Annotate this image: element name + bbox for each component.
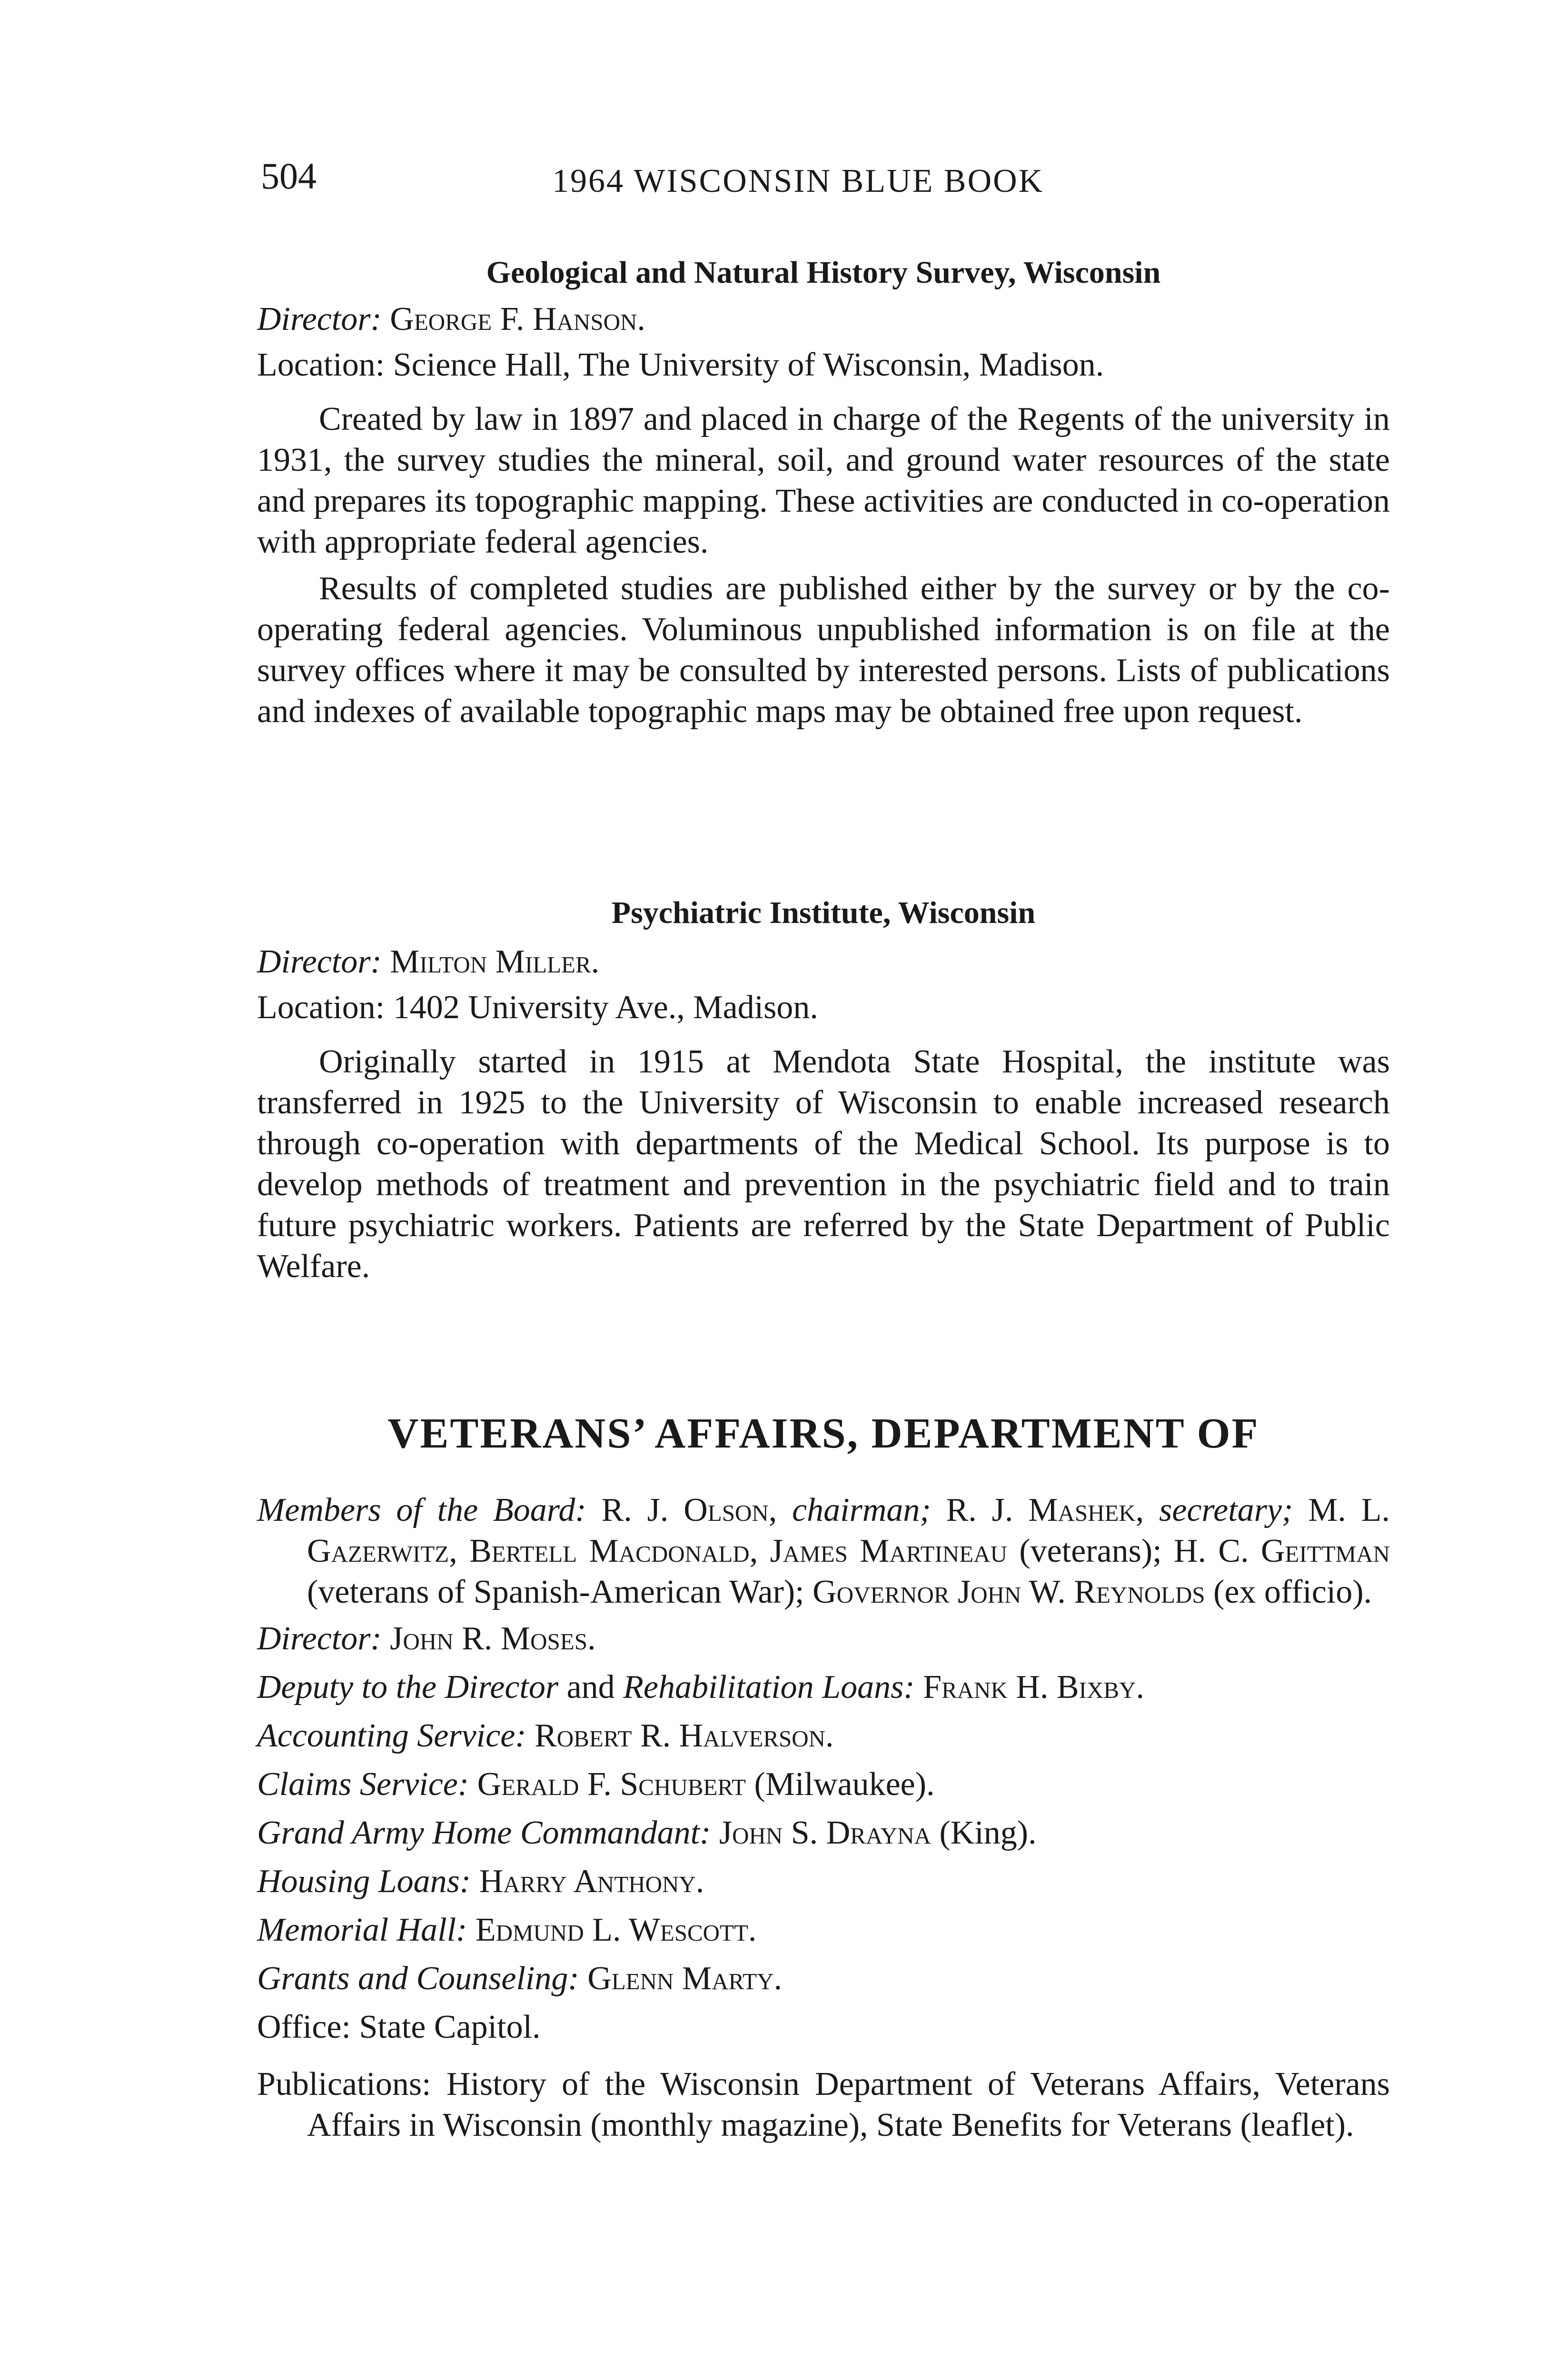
memorial-hall-line xyxy=(257,1910,1390,1951)
board-geittman-name: Geittman xyxy=(1261,1533,1390,1569)
accounting-name: Robert R. Halverson. xyxy=(535,1717,834,1754)
page-number: 504 xyxy=(261,155,317,197)
geological-survey-section xyxy=(257,299,1390,738)
board-governor-name: Governor John W. Reynolds xyxy=(813,1574,1205,1610)
psychiatric-paragraph: Originally started in 1915 at Mendota State Hospital, the institute was transferred in 1925 to the University of Wisconsin to enable increased research through co-operation with departments of the Medical School. Its purpose is to develop methods of treatment and prevention in the psychiatric field and to train future psychiatric workers. Patients are referred by the State Department of Public Welfare. xyxy=(257,1043,1390,1285)
psychiatric-institute-heading: Psychiatric Institute, Wisconsin xyxy=(611,895,1036,930)
director-name: George F. Hanson. xyxy=(390,301,645,337)
deputy-name: Frank H. Bixby. xyxy=(923,1669,1144,1706)
claims-name: Gerald F. Schubert xyxy=(477,1766,746,1803)
publications-line xyxy=(257,2064,1390,2146)
location-label: Location: xyxy=(257,989,385,1026)
housing-name: Harry Anthony. xyxy=(479,1863,704,1900)
grants-name: Glenn Marty. xyxy=(587,1960,783,1997)
memorial-label: Memorial Hall: xyxy=(257,1912,467,1948)
psychiatric-institute-section xyxy=(257,942,1390,1293)
board-ex-officio-note: (ex officio). xyxy=(1213,1574,1372,1610)
board-chairman-role: chairman; xyxy=(792,1492,931,1528)
psychiatric-director-line xyxy=(257,942,1390,982)
office-value: State Capitol. xyxy=(359,2009,541,2045)
board-spanish-american-note: (veterans of Spanish-American War); xyxy=(307,1574,804,1610)
board-label: Members of the Board: xyxy=(257,1492,586,1528)
geological-survey-heading: Geological and Natural History Survey, Wisconsin xyxy=(486,255,1161,290)
grand-army-home-name: John S. Drayna xyxy=(719,1815,931,1851)
board-veteran-members: M. L. Gazerwitz, Bertell Macdonald, James Martineau xyxy=(307,1492,1390,1569)
director-name: John R. Moses. xyxy=(390,1620,596,1657)
director-name: Milton Miller. xyxy=(390,943,600,980)
board-secretary-name: R. J. Mashek, xyxy=(946,1492,1144,1528)
accounting-service-line xyxy=(257,1716,1390,1756)
grand-army-home-note: (King). xyxy=(939,1815,1037,1851)
publications-label: Publications: xyxy=(257,2066,431,2102)
director-label: Director: xyxy=(257,1620,382,1657)
housing-loans-line xyxy=(257,1861,1390,1902)
location-label: Location: xyxy=(257,347,385,383)
rehabilitation-loans-label: Rehabilitation Loans: xyxy=(623,1669,915,1706)
office-label: Office: xyxy=(257,2009,351,2045)
office-line xyxy=(257,2007,1390,2048)
claims-service-line xyxy=(257,1764,1390,1805)
grants-counseling-line xyxy=(257,1958,1390,1999)
claims-note: (Milwaukee). xyxy=(754,1766,935,1803)
deputy-and: and xyxy=(566,1669,615,1706)
board-veterans-note: (veterans); H. C. xyxy=(1019,1533,1249,1569)
geological-location-line xyxy=(257,345,1390,386)
memorial-name: Edmund L. Wescott. xyxy=(475,1912,757,1948)
running-header xyxy=(261,155,1394,207)
veterans-director-line xyxy=(257,1618,1390,1659)
book-title: 1964 WISCONSIN BLUE BOOK xyxy=(552,163,1044,199)
grand-army-home-line xyxy=(257,1813,1390,1854)
director-label: Director: xyxy=(257,943,382,980)
geological-paragraph-1: Created by law in 1897 and placed in charge of the Regents of the university in 1931, the survey studies the mineral, soil, and ground water resources of the state and prepares its topographic mapping. These activities are conducted in co-operation with appropriate federal agencies. xyxy=(257,401,1390,560)
veterans-affairs-heading: VETERANS’ AFFAIRS, DEPARTMENT OF xyxy=(387,1410,1259,1457)
grants-label: Grants and Counseling: xyxy=(257,1960,579,1997)
psychiatric-location-line xyxy=(257,987,1390,1028)
board-members xyxy=(257,1490,1390,1613)
publications-value: History of the Wisconsin Department of Veterans Affairs, Veterans Affairs in Wisconsin (monthly magazine), State Benefits for Veterans (leaflet). xyxy=(307,2066,1390,2143)
geological-paragraph-2: Results of completed studies are published either by the survey or by the co-operating federal agencies. Voluminous unpublished information is on file at the survey offices where it may be consulted by interested persons. Lists of publications and indexes of available topographic maps may be obtained free upon request. xyxy=(257,570,1390,730)
board-secretary-role: secretary; xyxy=(1159,1492,1293,1528)
housing-label: Housing Loans: xyxy=(257,1863,471,1900)
accounting-label: Accounting Service: xyxy=(257,1717,526,1754)
director-label: Director: xyxy=(257,301,382,337)
claims-label: Claims Service: xyxy=(257,1766,469,1803)
geological-director-line xyxy=(257,299,1390,340)
board-chairman-name: R. J. Olson, xyxy=(601,1492,777,1528)
deputy-label: Deputy to the Director xyxy=(257,1669,559,1706)
grand-army-home-label: Grand Army Home Commandant: xyxy=(257,1815,711,1851)
location-value: 1402 University Ave., Madison. xyxy=(393,989,818,1026)
veterans-affairs-section xyxy=(257,1490,1390,2152)
deputy-line xyxy=(257,1667,1390,1708)
location-value: Science Hall, The University of Wisconsin, Madison. xyxy=(393,347,1104,383)
